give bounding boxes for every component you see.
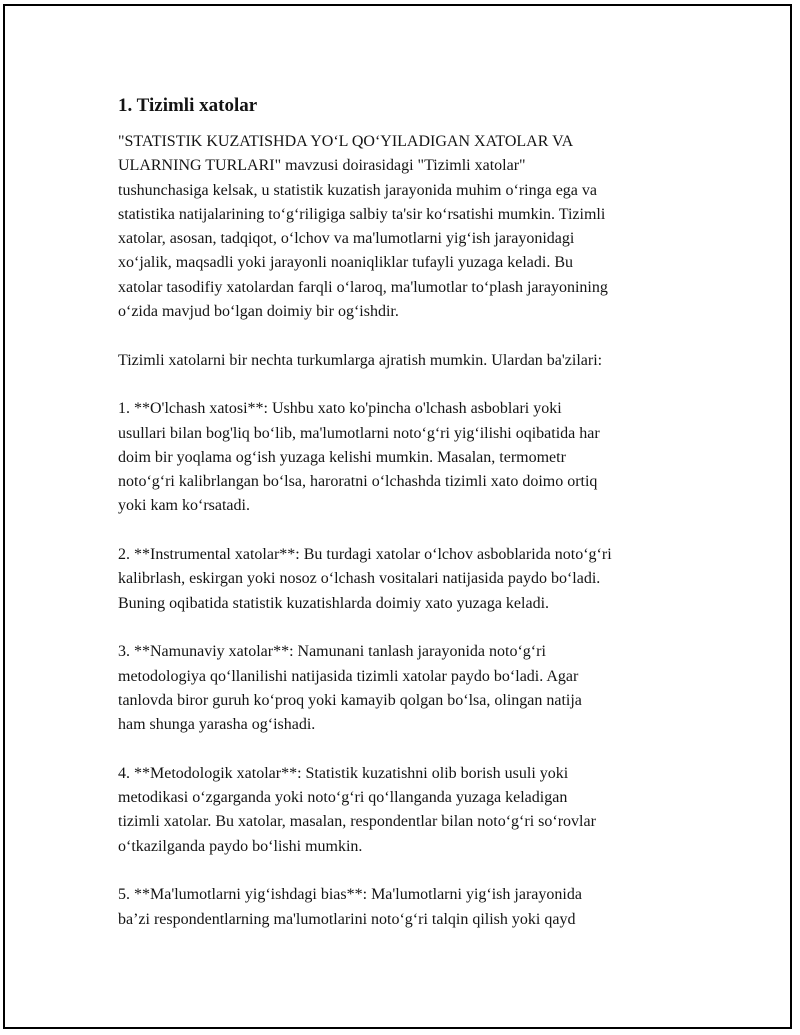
- text-line: xo‘jalik, maqsadli yoki jarayonli noaniqliklar tufayli yuzaga keladi. Bu: [118, 254, 573, 272]
- text-line: o‘tkazilganda paydo bo‘lishi mumkin.: [118, 837, 363, 855]
- text-line: doim bir yoqlama og‘ish yuzaga kelishi mumkin. Masalan, termometr: [118, 448, 566, 466]
- text-line: xatolar, asosan, tadqiqot, o‘lchov va ma'lumotlarni yig‘ish jarayonidagi: [118, 230, 575, 248]
- text-line: 2. **Instrumental xatolar**: Bu turdagi xatolar o‘lchov asboblarida noto‘g‘ri: [118, 546, 612, 564]
- text-line: metodikasi o‘zgarganda yoki noto‘g‘ri qo‘llanganda yuzaga keladigan: [118, 789, 568, 807]
- section-heading: 1. Tizimli xatolar: [118, 95, 258, 116]
- text-line: metodologiya qo‘llanilishi natijasida tizimli xatolar paydo bo‘ladi. Agar: [118, 667, 579, 685]
- text-line: ULARNING TURLARI" mavzusi doirasidagi "Tizimli xatolar": [118, 157, 526, 175]
- text-line: 1. **O'lchash xatosi**: Ushbu xato ko'pincha o'lchash asboblari yoki: [118, 400, 562, 418]
- text-line: 4. **Metodologik xatolar**: Statistik kuzatishni olib borish usuli yoki: [118, 764, 569, 782]
- text-line: yoki kam ko‘rsatadi.: [118, 497, 250, 515]
- text-line: usullari bilan bog'liq bo‘lib, ma'lumotlarni noto‘g‘ri yig‘ilishi oqibatida har: [118, 424, 600, 442]
- text-line: tanlovda biror guruh ko‘proq yoki kamayib qolgan bo‘lsa, olingan natija: [118, 691, 582, 709]
- text-line: 3. **Namunaviy xatolar**: Namunani tanlash jarayonida noto‘g‘ri: [118, 643, 546, 661]
- paragraph-6: [118, 762, 698, 859]
- text-line: o‘zida mavjud bo‘lgan doimiy bir og‘ishdir.: [118, 303, 399, 321]
- text-line: statistika natijalarining to‘g‘riligiga salbiy ta'sir ko‘rsatishi mumkin. Tizimli: [118, 205, 606, 223]
- document-body: [118, 93, 698, 932]
- text-line: xatolar tasodifiy xatolardan farqli o‘laroq, ma'lumotlar to‘plash jarayonining: [118, 278, 608, 296]
- paragraph-2: [118, 349, 698, 373]
- paragraph-3: [118, 397, 698, 518]
- text-line: "STATISTIK KUZATISHDA YO‘L QO‘YILADIGAN XATOLAR VA: [118, 133, 574, 150]
- text-line: ham shunga yarasha og‘ishadi.: [118, 716, 316, 734]
- text-line: Buning oqibatida statistik kuzatishlarda doimiy xato yuzaga keladi.: [118, 594, 550, 612]
- paragraph-4: [118, 543, 698, 616]
- text-line: tizimli xatolar. Bu xatolar, masalan, respondentlar bilan noto‘g‘ri so‘rovlar: [118, 813, 596, 831]
- paragraph-1: [118, 130, 698, 324]
- text-line: ba’zi respondentlarning ma'lumotlarini noto‘g‘ri talqin qilish yoki qayd: [118, 910, 576, 928]
- text-line: tushunchasiga kelsak, u statistik kuzatish jarayonida muhim o‘ringa ega va: [118, 181, 597, 199]
- text-line: 5. **Ma'lumotlarni yig‘ishdagi bias**: Ma'lumotlarni yig‘ish jarayonida: [118, 886, 582, 904]
- paragraphs: [118, 130, 698, 932]
- text-line: noto‘g‘ri kalibrlangan bo‘lsa, haroratni o‘lchashda tizimli xato doimo ortiq: [118, 473, 598, 491]
- text-line: Tizimli xatolarni bir nechta turkumlarga ajratish mumkin. Ulardan ba'zilari:: [118, 351, 603, 369]
- paragraph-7: [118, 883, 698, 932]
- paragraph-5: [118, 640, 698, 737]
- text-line: kalibrlash, eskirgan yoki nosoz o‘lchash vositalari natijasida paydo bo‘ladi.: [118, 570, 601, 588]
